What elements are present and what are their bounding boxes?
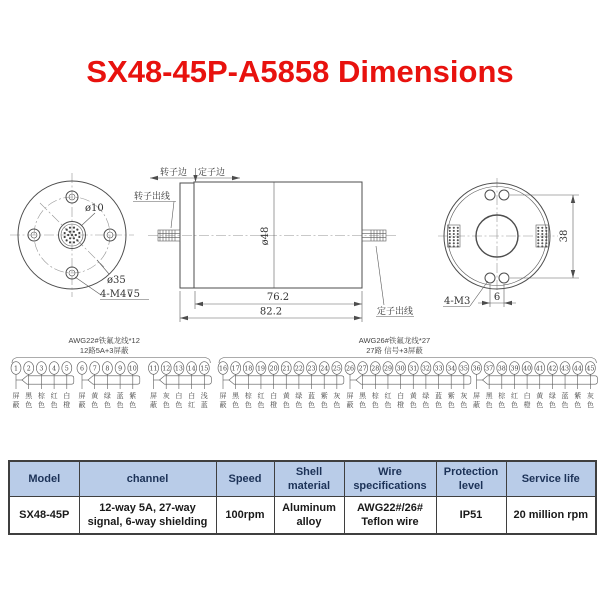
pin-color-char1: 蓝 <box>435 393 443 400</box>
pin-number: 38 <box>497 365 506 373</box>
leader-line <box>75 277 101 295</box>
pad-dot <box>545 242 547 244</box>
pad-dot <box>537 245 539 247</box>
pad-dot <box>453 242 455 244</box>
pin-color-char2: 色 <box>371 402 379 409</box>
table-header-row <box>9 461 596 497</box>
pad-dot <box>453 233 455 235</box>
arrow-right-icon <box>354 302 362 306</box>
pin-color-char1: 绿 <box>295 393 303 400</box>
dim-body-length: 76.2 <box>266 292 290 303</box>
pad-dot <box>457 230 459 232</box>
pin-color-char2: 蔽 <box>150 402 157 409</box>
dim-hole-span: 38 <box>559 229 570 243</box>
pad-dot <box>541 245 543 247</box>
pad-dot <box>545 230 547 232</box>
pin-color-char2: 色 <box>498 402 506 409</box>
connector-pin-dot <box>69 241 71 243</box>
pad-dot <box>457 239 459 241</box>
pin-color-char1: 棕 <box>244 393 252 400</box>
front-view <box>10 173 149 300</box>
dim-total-length: 82.2 <box>259 306 283 318</box>
pin-color-char2: 色 <box>320 402 328 409</box>
page-title: SX48-45P-A5858 Dimensions <box>86 54 514 89</box>
pad-dot <box>453 239 455 241</box>
pin-number: 6 <box>79 365 85 373</box>
wiring-diagram-left <box>11 335 211 409</box>
pin-color-char2: 蓝 <box>200 402 208 409</box>
connector-pin-dot <box>69 227 71 229</box>
pad-dot <box>541 227 543 229</box>
pin-color-char2: 蔽 <box>78 402 86 409</box>
cable-outline <box>88 376 140 384</box>
stator-body <box>194 182 362 288</box>
header-shell-material: Shell material <box>274 461 344 497</box>
pin-number: 8 <box>105 365 110 373</box>
side-view <box>133 166 414 322</box>
dim-mount-thread: 4-M3 <box>444 296 471 307</box>
connector-pin-dot <box>64 232 66 234</box>
pin-color-char1: 绿 <box>103 393 111 400</box>
spec-table <box>8 460 597 535</box>
cable-outline <box>22 376 74 384</box>
pin-number: 4 <box>52 365 57 373</box>
arrow-up-icon <box>571 195 575 203</box>
wiring-title-line2: 12路5A+3屏蔽 <box>79 346 129 355</box>
cell-model: SX48-45P <box>9 497 79 535</box>
pin-number: 1 <box>13 365 19 373</box>
pin-color-char2: 色 <box>536 402 544 409</box>
pin-color-char2: 红 <box>188 402 196 409</box>
connector-pin-dot <box>73 241 75 243</box>
pad-dot <box>453 236 455 238</box>
pin-color-char1: 屏 <box>78 393 86 400</box>
pin-color-char1: 灰 <box>333 393 341 400</box>
pin-number: 7 <box>92 365 97 373</box>
pin-color-char2: 色 <box>232 402 240 409</box>
pin-number: 20 <box>269 365 278 373</box>
pin-number: 9 <box>118 365 123 373</box>
pin-number: 42 <box>548 365 557 373</box>
pin-number: 19 <box>256 365 265 373</box>
pin-number: 11 <box>149 365 158 373</box>
connector-pin-dot <box>76 239 78 241</box>
pad-dot <box>545 227 547 229</box>
connector-pin-dot <box>76 229 78 231</box>
pin-number: 15 <box>200 365 209 373</box>
pin-number: 13 <box>174 365 183 373</box>
pin-color-char2: 色 <box>129 402 137 409</box>
pin-color-char1: 黄 <box>409 393 417 400</box>
leader-line <box>81 213 95 226</box>
pin-color-char1: 白 <box>397 393 405 400</box>
pin-color-char1: 白 <box>188 393 196 400</box>
pin-color-char2: 蔽 <box>219 402 227 409</box>
pin-color-char2: 色 <box>574 402 582 409</box>
arrow-right-icon <box>482 301 490 305</box>
cell-speed: 100rpm <box>216 497 274 535</box>
pad-dot <box>449 245 451 247</box>
leader-line <box>376 246 384 305</box>
pin-color-char2: 色 <box>460 402 468 409</box>
pin-color-char1: 蓝 <box>561 393 569 400</box>
pin-color-char1: 屏 <box>150 393 157 400</box>
connector-pin-dot <box>73 227 75 229</box>
pad-dot <box>449 233 451 235</box>
pin-color-char1: 黑 <box>359 393 367 400</box>
pin-color-char2: 色 <box>435 402 443 409</box>
pin-number: 36 <box>472 365 481 373</box>
pin-color-char1: 绿 <box>548 393 556 400</box>
wiring-diagram-right <box>218 335 597 409</box>
pin-color-char1: 白 <box>63 393 71 400</box>
pin-number: 33 <box>434 365 443 373</box>
pin-color-char1: 黄 <box>282 393 290 400</box>
pad-dot <box>537 227 539 229</box>
connector-pin-dot <box>67 234 69 236</box>
header-speed: Speed <box>216 461 274 497</box>
pad-dot <box>545 236 547 238</box>
wire-pad-dots <box>449 227 548 248</box>
pad-dot <box>457 227 459 229</box>
pin-color-char1: 红 <box>510 393 518 400</box>
pin-number: 40 <box>523 365 532 373</box>
label-stator-outlet: 定子出线 <box>377 306 414 316</box>
pad-dot <box>541 236 543 238</box>
pin-color-char2: 橙 <box>523 402 531 409</box>
connector-pin-dot <box>73 237 75 239</box>
pin-color-char1: 棕 <box>498 393 506 400</box>
pad-dot <box>453 245 455 247</box>
pad-dot <box>453 230 455 232</box>
pin-color-char2: 色 <box>37 402 45 409</box>
pad-dot <box>449 239 451 241</box>
pin-color-char1: 屏 <box>12 393 20 400</box>
label-rotor-side: 转子边 <box>160 167 188 177</box>
cable-outline <box>160 376 212 384</box>
pin-number: 2 <box>26 365 31 373</box>
pad-dot <box>457 245 459 247</box>
connector-pin-dot <box>73 231 75 233</box>
pin-color-char1: 紫 <box>129 393 137 400</box>
pin-color-char1: 棕 <box>371 393 379 400</box>
pad-dot <box>453 227 455 229</box>
pin-color-char1: 浅 <box>200 393 208 400</box>
arrow-right-icon <box>232 176 240 180</box>
pad-dot <box>545 239 547 241</box>
cell-wire-specifications: AWG22#/26# Teflon wire <box>344 497 436 535</box>
pin-number: 24 <box>320 365 329 373</box>
pad-dot <box>537 236 539 238</box>
pad-dot <box>449 242 451 244</box>
pin-number: 32 <box>421 365 430 373</box>
pin-color-char2: 橙 <box>63 402 71 409</box>
pin-color-char2: 色 <box>295 402 303 409</box>
pin-color-char2: 色 <box>422 402 430 409</box>
pad-dot <box>537 242 539 244</box>
pin-number: 43 <box>561 365 570 373</box>
pad-dot <box>537 239 539 241</box>
pin-color-char1: 白 <box>175 393 183 400</box>
pin-number: 3 <box>39 365 44 373</box>
pin-color-char1: 红 <box>257 393 265 400</box>
dim-hole-pitch: 6 <box>493 292 501 303</box>
pin-color-char1: 屏 <box>346 393 354 400</box>
pin-color-char1: 蓝 <box>308 393 316 400</box>
pin-number: 5 <box>64 365 69 373</box>
pin-color-char1: 黄 <box>536 393 544 400</box>
pad-dot <box>457 242 459 244</box>
pin-color-char1: 黑 <box>485 393 493 400</box>
pin-number: 18 <box>244 365 253 373</box>
pin-color-char2: 色 <box>116 402 124 409</box>
pin-color-char2: 色 <box>50 402 58 409</box>
pin-color-char2: 蔽 <box>12 402 20 409</box>
cell-shell-material: Aluminum alloy <box>274 497 344 535</box>
arrow-left-icon <box>504 301 512 305</box>
arrow-down-icon <box>571 270 575 278</box>
pin-color-char2: 色 <box>548 402 556 409</box>
pin-color-char2: 色 <box>409 402 417 409</box>
pin-color-char1: 绿 <box>422 393 430 400</box>
pin-color-char1: 灰 <box>460 393 468 400</box>
pad-dot <box>449 230 451 232</box>
pin-number: 41 <box>535 365 544 373</box>
pin-color-char2: 色 <box>447 402 455 409</box>
dim-mount-thread: 4-M4⊽5 <box>100 289 141 300</box>
pin-color-char2: 色 <box>244 402 252 409</box>
connector-pin-dot <box>69 231 71 233</box>
pin-number: 10 <box>128 365 137 373</box>
table-row <box>9 497 596 535</box>
connector-pin-dot <box>66 239 68 241</box>
pin-color-char2: 色 <box>175 402 183 409</box>
pin-number: 17 <box>231 365 240 373</box>
pin-color-char1: 黑 <box>25 393 33 400</box>
dim-inner-diameter: ø10 <box>85 203 104 214</box>
pin-color-char2: 色 <box>510 402 518 409</box>
pin-color-char2: 色 <box>586 402 594 409</box>
arrow-left-icon <box>180 316 188 320</box>
pad-dot <box>541 242 543 244</box>
connector-pin-dot <box>69 237 71 239</box>
pin-color-char1: 紫 <box>320 393 328 400</box>
pin-color-char2: 色 <box>308 402 316 409</box>
pin-color-char2: 橙 <box>397 402 405 409</box>
pin-color-char1: 紫 <box>574 393 582 400</box>
cell-protection-level: IP51 <box>436 497 506 535</box>
pin-number: 37 <box>485 365 494 373</box>
pin-number: 23 <box>307 365 316 373</box>
arrow-left-icon <box>195 302 203 306</box>
pin-color-char1: 棕 <box>37 393 45 400</box>
pin-number: 45 <box>586 365 595 373</box>
pad-dot <box>457 236 459 238</box>
pad-dot <box>449 236 451 238</box>
pad-dot <box>537 230 539 232</box>
connector-pin-dot <box>78 232 80 234</box>
pin-number: 35 <box>459 365 468 373</box>
pad-dot <box>457 233 459 235</box>
header-model: Model <box>9 461 79 497</box>
connector-pin-dot <box>75 234 77 236</box>
pin-color-char1: 蓝 <box>116 393 124 400</box>
pin-color-char1: 屏 <box>219 393 227 400</box>
connector-pin-dot <box>78 236 80 238</box>
pin-color-char1: 红 <box>50 393 58 400</box>
pad-dot <box>541 230 543 232</box>
pin-color-char1: 屏 <box>473 393 480 400</box>
pin-number: 22 <box>294 365 303 373</box>
label-stator-side: 定子边 <box>198 167 226 177</box>
pin-color-char2: 色 <box>485 402 493 409</box>
cell-channel: 12-way 5A, 27-way signal, 6-way shielding <box>79 497 216 535</box>
pin-color-char2: 色 <box>103 402 111 409</box>
pin-number: 31 <box>409 365 418 373</box>
pin-color-char1: 红 <box>384 393 392 400</box>
dim-bolt-circle: ø35 <box>107 275 126 286</box>
pin-number: 28 <box>371 365 380 373</box>
pin-color-char2: 蔽 <box>346 402 354 409</box>
header-service-life: Service life <box>506 461 596 497</box>
pin-color-char2: 色 <box>282 402 290 409</box>
pad-dot <box>537 233 539 235</box>
wiring-title-line2: 27路 信号+3屏蔽 <box>366 346 423 355</box>
pin-number: 39 <box>510 365 519 373</box>
pad-dot <box>545 245 547 247</box>
pin-color-char2: 橙 <box>270 402 278 409</box>
pad-dot <box>541 239 543 241</box>
pin-color-char1: 灰 <box>586 393 594 400</box>
back-view <box>438 178 579 307</box>
header-protection-level: Protection level <box>436 461 506 497</box>
pin-number: 26 <box>345 365 355 373</box>
pin-color-char1: 白 <box>523 393 531 400</box>
pin-number: 12 <box>162 365 171 373</box>
pad-dot <box>449 227 451 229</box>
pin-color-char2: 色 <box>25 402 33 409</box>
pin-color-char2: 色 <box>257 402 265 409</box>
pin-color-char1: 黑 <box>232 393 240 400</box>
pin-number: 30 <box>396 365 405 373</box>
label-rotor-outlet: 转子出线 <box>134 191 171 201</box>
pin-color-char2: 色 <box>162 402 170 409</box>
arrow-left-icon <box>150 176 158 180</box>
pin-number: 14 <box>187 365 196 373</box>
header-wire-specifications: Wire specifications <box>344 461 436 497</box>
wiring-title-line1: AWG22#铁氟龙线*12 <box>68 336 140 345</box>
pin-color-char1: 黄 <box>91 393 99 400</box>
pin-number: 21 <box>282 365 291 373</box>
wiring-title-line1: AWG26#铁氟龙线*27 <box>358 336 431 345</box>
pin-color-char2: 色 <box>91 402 99 409</box>
pin-color-char2: 色 <box>359 402 367 409</box>
pad-dot <box>541 233 543 235</box>
pin-color-char2: 蔽 <box>473 402 480 409</box>
header-channel: channel <box>79 461 216 497</box>
pin-number: 44 <box>573 365 582 373</box>
pad-dot <box>545 233 547 235</box>
dim-body-diameter: ø48 <box>260 226 271 246</box>
leader-line <box>171 202 174 229</box>
connector-pin-dot <box>71 234 73 236</box>
pin-color-char2: 色 <box>384 402 392 409</box>
pin-color-char1: 白 <box>270 393 278 400</box>
pin-number: 29 <box>383 365 392 373</box>
connector-pin-dot <box>66 229 68 231</box>
connector-pin-dot <box>64 236 66 238</box>
pin-number: 27 <box>358 365 367 373</box>
pin-number: 16 <box>218 365 228 373</box>
arrow-right-icon <box>354 316 362 320</box>
pin-color-char2: 色 <box>561 402 569 409</box>
leader-line <box>97 260 109 274</box>
pin-color-char2: 色 <box>333 402 341 409</box>
pin-number: 25 <box>332 365 341 373</box>
cell-service-life: 20 million rpm <box>506 497 596 535</box>
pin-color-char1: 灰 <box>162 393 170 400</box>
pin-color-char1: 紫 <box>447 393 455 400</box>
pin-number: 34 <box>447 365 456 373</box>
